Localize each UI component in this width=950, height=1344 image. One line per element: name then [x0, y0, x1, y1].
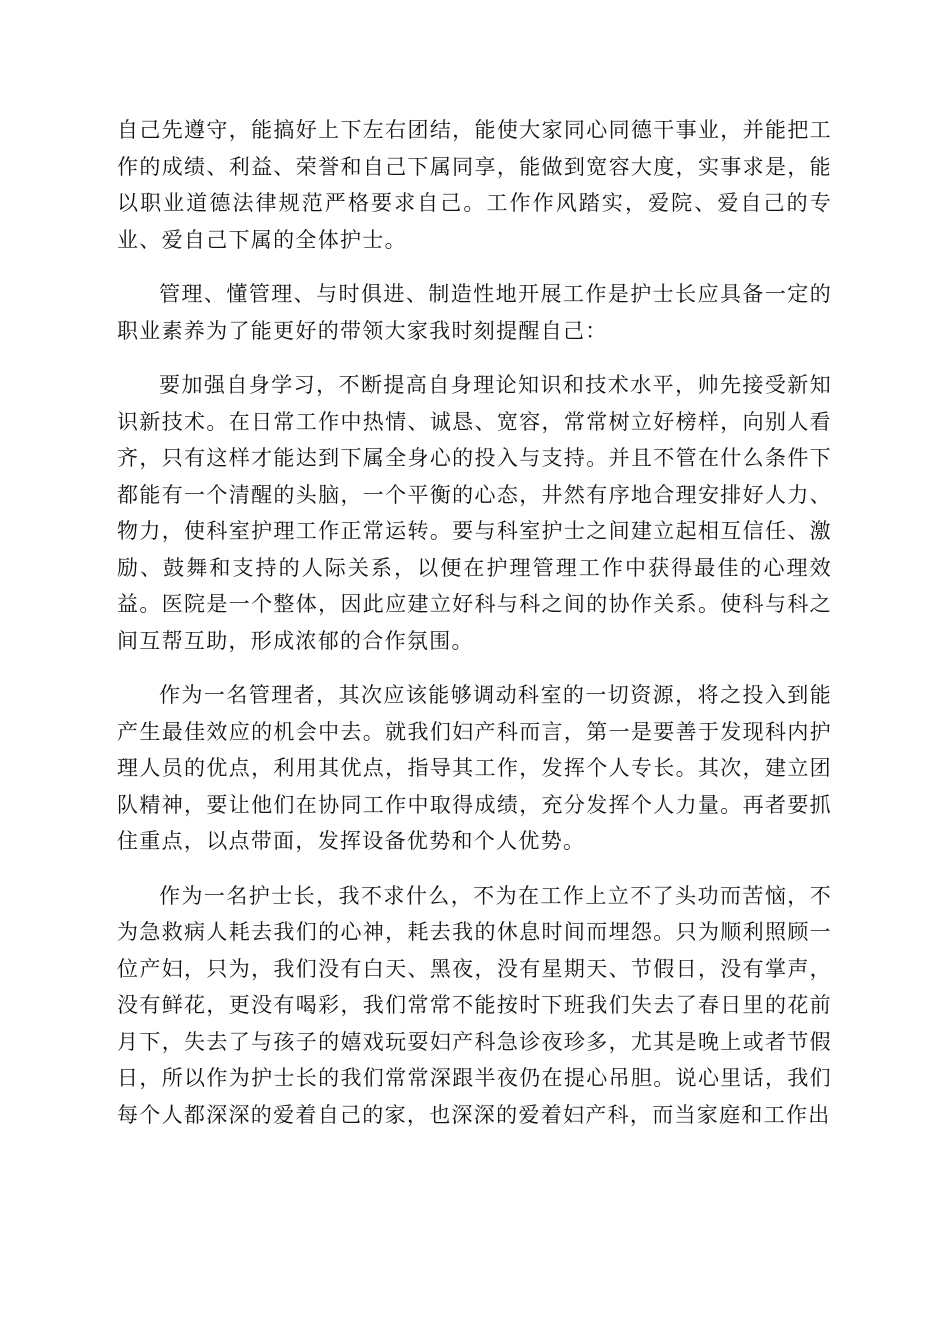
paragraph-1: 自己先遵守，能搞好上下左右团结，能使大家同心同德干事业，并能把工作的成绩、利益、荣誉和自己下属同享，能做到宽容大度，实事求是，能以职业道德法律规范严格要求自己。工作作风踏实，爱院、爱自己的专业、爱自己下属的全体护士。: [117, 118, 832, 252]
paragraph-4: 作为一名管理者，其次应该能够调动科室的一切资源，将之投入到能产生最佳效应的机会中去。就我们妇产科而言，第一是要善于发现科内护理人员的优点，利用其优点，指导其工作，发挥个人专长。其次，建立团队精神，要让他们在协同工作中取得成绩，充分发挥个人力量。再者要抓住重点，以点带面，发挥设备优势和个人优势。: [117, 683, 832, 853]
paragraph-3: 要加强自身学习，不断提高自身理论知识和技术水平，帅先接受新知识新技术。在日常工作中热情、诚恳、宽容，常常树立好榜样，向别人看齐，只有这样才能达到下属全身心的投入与支持。并且不管在什么条件下都能有一个清醒的头脑，一个平衡的心态，井然有序地合理安排好人力、物力，使科室护理工作正常运转。要与科室护士之间建立起相互信任、激励、鼓舞和支持的人际关系，以便在护理管理工作中获得最佳的心理效益。医院是一个整体，因此应建立好科与科之间的协作关系。使科与科之间互帮互助，形成浓郁的合作氛围。: [117, 373, 832, 653]
paragraph-2: 管理、懂管理、与时俱进、制造性地开展工作是护士长应具备一定的职业素养为了能更好的带领大家我时刻提醒自己：: [117, 282, 832, 343]
document-body: [117, 112, 832, 1151]
paragraph-5: 作为一名护士长，我不求什么，不为在工作上立不了头功而苦恼，不为急救病人耗去我们的心神，耗去我的休息时间而埋怨。只为顺利照顾一位产妇，只为，我们没有白天、黑夜，没有星期天、节假日，没有掌声，没有鲜花，更没有喝彩，我们常常不能按时下班我们失去了春日里的花前月下，失去了与孩子的嬉戏玩耍妇产科急诊夜珍多，尤其是晚上或者节假日，所以作为护士长的我们常常深跟半夜仍在提心吊胆。说心里话，我们每个人都深深的爱着自己的家，也深深的爱着妇产科，而当家庭和工作出: [117, 883, 832, 1127]
